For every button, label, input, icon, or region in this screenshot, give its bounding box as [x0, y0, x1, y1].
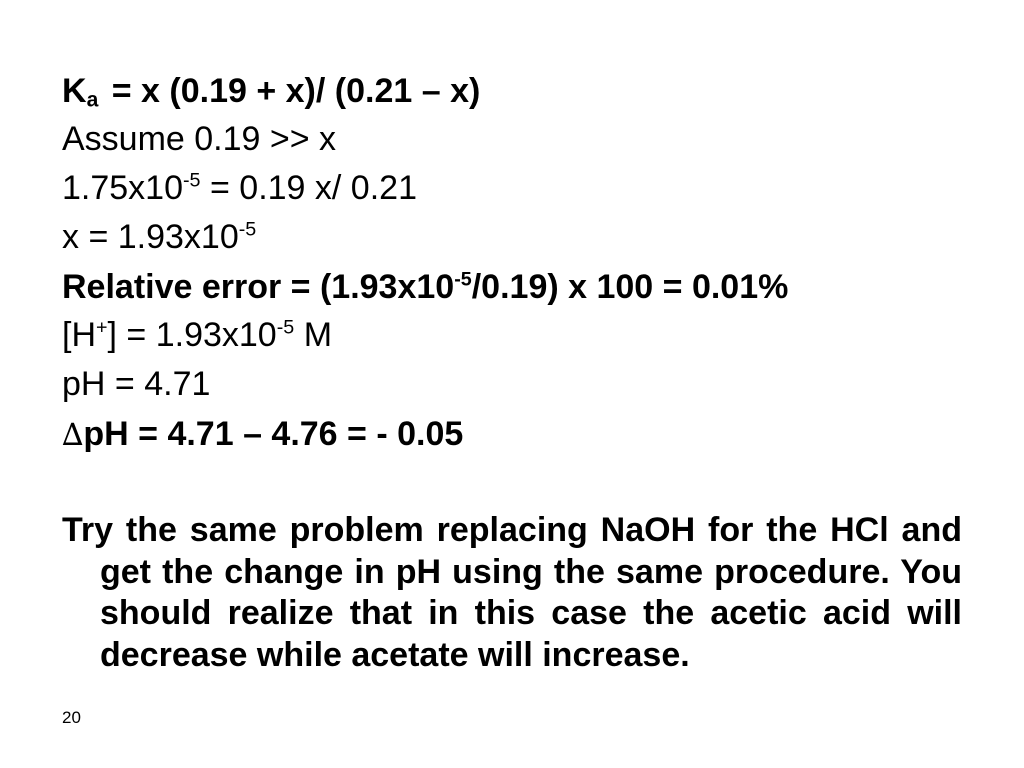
substitution-exponent: -5 — [183, 169, 201, 192]
exercise-paragraph: Try the same problem replacing NaOH for the HCl and get the change in pH using the same procedure. You should realize that in this case the acetic acid will decrease while acetate will increase. — [62, 511, 962, 674]
delta-ph-expression: pH = 4.71 – 4.76 = - 0.05 — [83, 415, 464, 453]
hydrogen-ion-value: ] = 1.93x10 — [107, 316, 277, 354]
ka-subscript: a — [86, 88, 99, 112]
hydrogen-ion-line — [62, 315, 332, 355]
x-value-base: x = 1.93x10 — [62, 218, 239, 256]
ka-equation — [62, 71, 480, 111]
relative-error-rest: /0.19) x 100 = 0.01% — [471, 268, 789, 306]
substitution-line — [62, 168, 417, 208]
x-value-line — [62, 217, 256, 257]
delta-ph-line — [62, 414, 463, 456]
hydrogen-ion-exponent: -5 — [276, 316, 295, 339]
x-value-exponent: -5 — [238, 218, 257, 241]
delta-symbol: ∆ — [62, 418, 84, 453]
substitution-base: 1.75x10 — [62, 169, 183, 207]
ka-symbol: K — [62, 72, 87, 110]
hydrogen-ion-species: [H — [62, 316, 96, 354]
relative-error-base: Relative error = (1.93x10 — [62, 268, 455, 306]
hydrogen-ion-charge: + — [96, 316, 108, 339]
relative-error-line — [62, 267, 788, 307]
page-number: 20 — [62, 708, 81, 727]
ph-value-line: pH = 4.71 — [62, 365, 211, 403]
substitution-rest: = 0.19 x/ 0.21 — [209, 169, 417, 207]
assumption-line: Assume 0.19 >> x — [62, 120, 337, 158]
relative-error-exponent: -5 — [454, 268, 472, 291]
ka-expression: = x (0.19 + x)/ (0.21 – x) — [111, 72, 481, 110]
hydrogen-ion-unit: M — [303, 316, 333, 354]
